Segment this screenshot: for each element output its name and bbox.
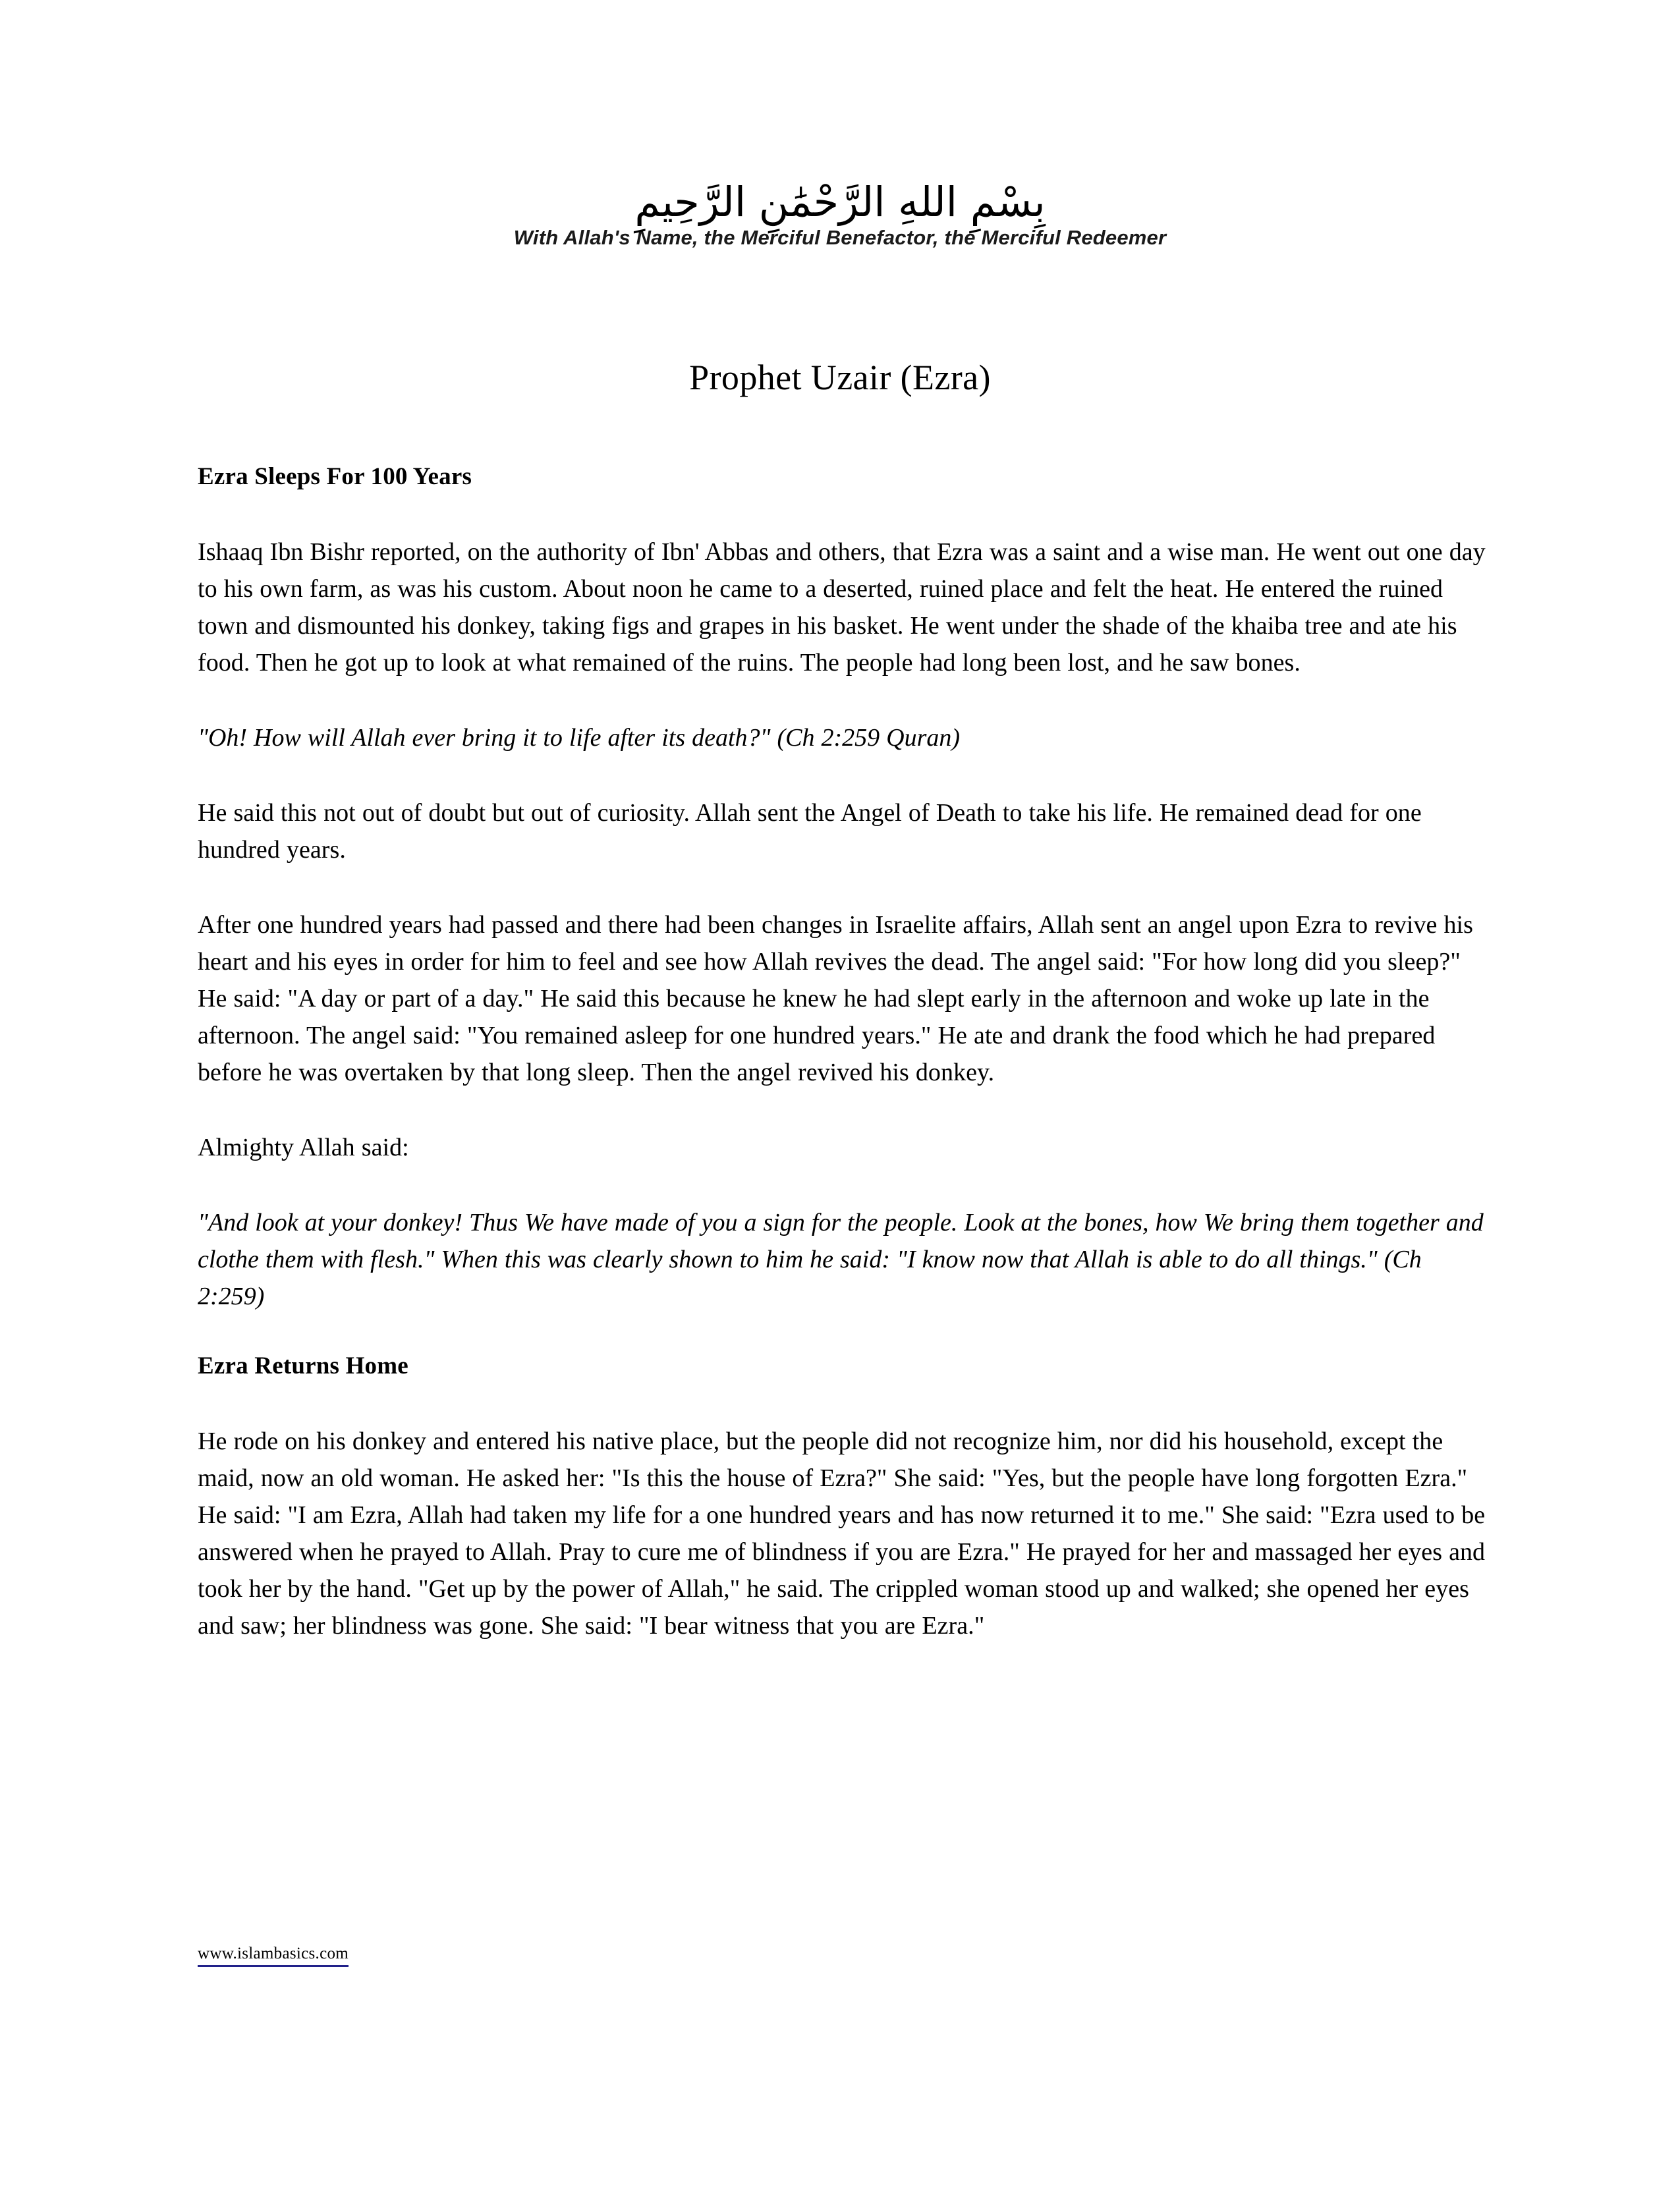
- spacer: [198, 868, 1489, 906]
- page-title: Prophet Uzair (Ezra): [689, 358, 991, 398]
- basmala-header: [0, 177, 1680, 250]
- spacer: [198, 1382, 1489, 1423]
- quran-quote-second: "And look at your donkey! Thus We have made of you a sign for the people. Look at the bones, how We bring them together and clothe them with flesh." When this was clearly shown to him he said: "I know now that Allah is able to do all things." (Ch 2:259): [198, 1209, 1484, 1310]
- spacer: [198, 756, 1489, 794]
- section-heading-ezra-returns-home: Ezra Returns Home: [198, 1352, 408, 1379]
- spacer: [198, 493, 1489, 534]
- spacer: [198, 681, 1489, 719]
- paragraph-not-doubt: He said this not out of doubt but out of curiosity. Allah sent the Angel of Death to take his life. He remained dead for one hundred years.: [198, 799, 1422, 864]
- spacer: [198, 1315, 1489, 1350]
- spacer: [198, 1091, 1489, 1129]
- paragraph-ishaaq-report: Ishaaq Ibn Bishr reported, on the authority of Ibn' Abbas and others, that Ezra was a saint and a wise man. He went out one day to his own farm, as was his custom. About noon he came to a deserted, ruined place and felt the heat. He entered the ruined town and dismounted his donkey, taking figs and grapes in his basket. He went under the shade of the khaiba tree and ate his food. Then he got up to look at what remained of the ruins. The people had long been lost, and he saw bones.: [198, 538, 1486, 677]
- paragraph-hundred-years-passed: After one hundred years had passed and there had been changes in Israelite affairs, Allah sent an angel upon Ezra to revive his heart and his eyes in order for him to feel and see how Allah revives the dead. The angel said: "For how long did you sleep?" He said: "A day or part of a day." He said this because he knew he had slept early in the afternoon and woke up late in the afternoon. The angel said: "You remained asleep for one hundred years." He ate and drank the food which he had prepared before he was overtaken by that long sleep. Then the angel revived his donkey.: [198, 911, 1473, 1086]
- paragraph-ezra-returns: He rode on his donkey and entered his native place, but the people did not recognize him, nor did his household, except the maid, now an old woman. He asked her: "Is this the house of Ezra?" She said: "Yes, but the people have long forgotten Ezra." He said: "I am Ezra, Allah had taken my life for a one hundred years and has now returned it to me." She said: "Ezra used to be answered when he prayed to Allah. Pray to cure me of blindness if you are Ezra." He prayed for her and massaged her eyes and took her by the hand. "Get up by the power of Allah," he said. The crippled woman stood up and walked; she opened her eyes and saw; her blindness was gone. She said: "I bear witness that you are Ezra.": [198, 1427, 1486, 1640]
- section-heading-ezra-sleeps: Ezra Sleeps For 100 Years: [198, 463, 472, 490]
- spacer: [198, 1166, 1489, 1204]
- paragraph-almighty-allah-said: Almighty Allah said:: [198, 1134, 409, 1161]
- footer-website-link[interactable]: www.islambasics.com: [198, 1943, 349, 1967]
- quran-quote-first: "Oh! How will Allah ever bring it to life after its death?" (Ch 2:259 Quran): [198, 724, 961, 752]
- basmala-arabic-text: بِسْمِ اللهِ الرَّحْمَٰنِ الرَّحِيمِ: [634, 178, 1046, 226]
- document-body: [198, 461, 1489, 1644]
- basmala-caption: With Allah's Name, the Merciful Benefactor, the Merciful Redeemer: [513, 226, 1167, 249]
